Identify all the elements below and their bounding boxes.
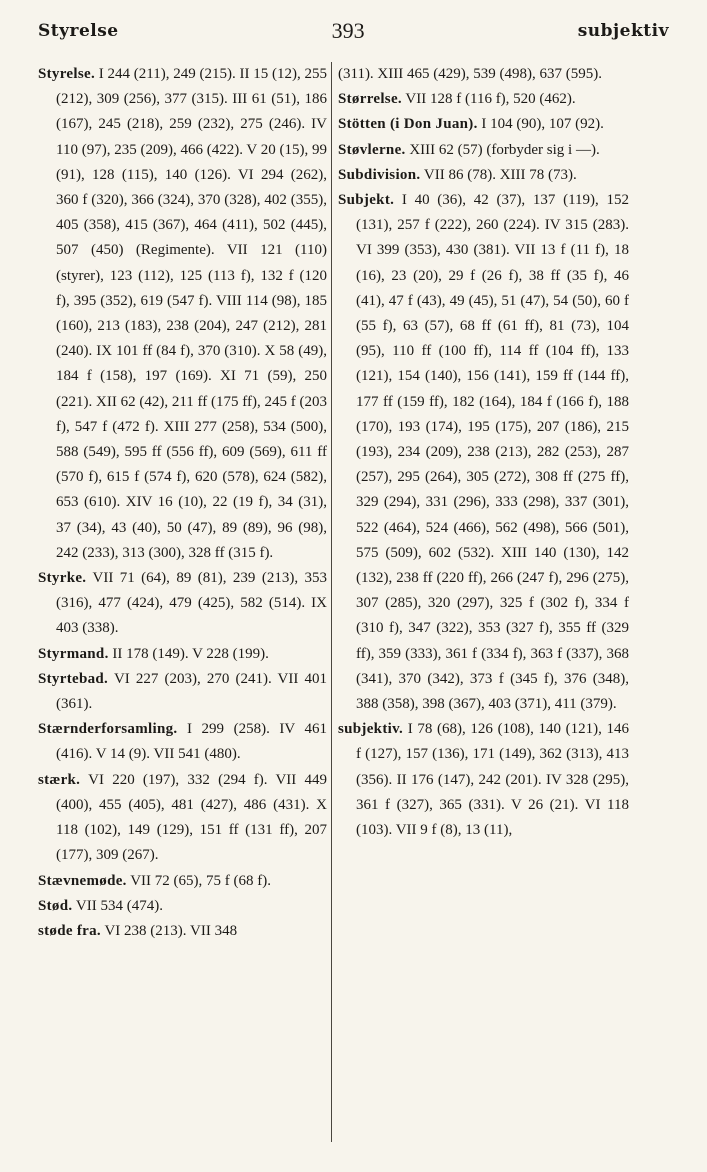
entry-references: I 78 (68), 126 (108), 140 (121), 146 f (127), 157 (136), 171 (149), 362 (313), 413 (356). II 176 (147), 242 (201). IV 328 (295), 361 f (327), 365 (331). V 26 (21). VI 118 (103). VII 9 f (8), 13 (11),	[356, 721, 629, 839]
entry-references: I 299 (258). IV 461 (416). V 14 (9). VII 541 (480).	[56, 721, 327, 763]
left-column	[38, 62, 327, 1152]
index-entry	[38, 62, 327, 566]
entry-headword: Stærnderforsamling.	[38, 721, 178, 738]
index-entry	[38, 642, 327, 667]
entry-headword: Subjekt.	[338, 192, 395, 209]
index-entry	[38, 768, 327, 869]
entry-headword: Størrelse.	[338, 91, 402, 108]
index-entry	[38, 919, 327, 944]
entry-headword: Stød.	[38, 897, 73, 914]
entry-headword: stærk.	[38, 771, 81, 788]
index-entry	[38, 667, 327, 717]
entry-references: VII 128 f (116 f), 520 (462).	[401, 91, 576, 108]
entry-references: XIII 62 (57) (forbyder sig i —).	[405, 141, 600, 158]
entry-references: I 104 (90), 107 (92).	[477, 116, 604, 133]
entry-references: VI 238 (213). VII 348	[101, 922, 238, 939]
running-header	[38, 14, 669, 48]
index-entry	[338, 87, 629, 112]
column-divider	[331, 62, 332, 1142]
index-entry	[38, 566, 327, 642]
index-entry	[338, 138, 629, 163]
entry-headword: Subdivision.	[338, 166, 421, 183]
entry-references: VII 72 (65), 75 f (68 f).	[126, 872, 271, 889]
index-entry	[38, 869, 327, 894]
header-right-keyword: subjektiv	[577, 21, 669, 41]
page-number: 393	[331, 18, 365, 43]
right-column	[338, 62, 629, 1152]
entry-references: I 40 (36), 42 (37), 137 (119), 152 (131), 257 f (222), 260 (224). IV 315 (283). VI 399 (353), 430 (381). VII 13 f (11 f), 18 (16), 23 (20), 29 f (26 f), 38 ff (35 f), 46 (41), 47 f (43), 49 (45), 51 (47), 54 (50), 60 f (55 f), 63 (57), 68 ff (61 ff), 81 (73), 104 (95), 110 ff (100 ff), 114 ff (104 ff), 133 (121), 154 (140), 156 (141), 159 ff (144 ff), 177 ff (159 ff), 182 (164), 184 f (166 f), 188 (170), 193 (174), 195 (175), 207 (186), 215 (193), 234 (209), 238 (213), 282 (253), 287 (257), 295 (264), 305 (272), 308 ff (275 ff), 329 (294), 331 (296), 333 (298), 337 (301), 522 (464), 524 (466), 562 (498), 566 (501), 575 (509), 602 (532). XIII 140 (130), 142 (132), 238 ff (220 ff), 266 (247 f), 296 (275), 307 (285), 320 (297), 325 f (302 f), 334 f (310 f), 347 (322), 353 (327 f), 355 ff (329 ff), 359 (333), 361 f (334 f), 363 f (337), 368 (341), 370 (342), 373 f (345 f), 376 (348), 388 (358), 398 (367), 403 (371), 411 (379).	[356, 192, 629, 713]
header-left-keyword: Styrelse	[38, 21, 119, 41]
entry-headword: Styrmand.	[38, 645, 109, 662]
entry-headword: Styrelse.	[38, 66, 95, 82]
continued-entry: (311). XIII 465 (429), 539 (498), 637 (595).	[338, 66, 602, 82]
index-entry	[338, 717, 629, 843]
index-entry	[38, 717, 327, 767]
entry-references: VI 220 (197), 332 (294 f). VII 449 (400), 455 (405), 481 (427), 486 (431). X 118 (102), 149 (129), 151 ff (131 ff), 207 (177), 309 (267).	[56, 771, 327, 864]
entry-references: VI 227 (203), 270 (241). VII 401 (361).	[56, 670, 327, 713]
entry-headword: Stævnemøde.	[38, 872, 127, 889]
entry-references: VII 534 (474).	[72, 897, 163, 914]
entry-headword: Styrtebad.	[38, 670, 109, 687]
entry-headword: Stötten (i Don Juan).	[338, 116, 478, 133]
index-entry	[38, 894, 327, 919]
index-entry	[338, 112, 629, 137]
entry-headword: Styrke.	[38, 570, 87, 587]
entry-headword: støde fra.	[38, 922, 101, 939]
index-entry	[338, 163, 629, 188]
entry-references: II 178 (149). V 228 (199).	[108, 645, 269, 662]
entry-headword: subjektiv.	[338, 721, 404, 738]
entry-references: VII 86 (78). XIII 78 (73).	[420, 166, 577, 183]
entry-references: I 244 (211), 249 (215). II 15 (12), 255 (212), 309 (256), 377 (315). III 61 (51), 186 (167), 245 (218), 259 (232), 275 (246). IV 110 (97), 235 (209), 466 (422). V 20 (15), 99 (91), 128 (115), 140 (126). VI 294 (262), 360 f (320), 366 (324), 370 (328), 402 (355), 405 (358), 415 (367), 464 (411), 502 (445), 507 (450) (Regimente). VII 121 (110) (styrer), 123 (112), 125 (113 f), 132 f (120 f), 395 (352), 619 (547 f). VIII 114 (98), 185 (160), 213 (183), 238 (204), 247 (212), 281 (240). IX 101 ff (84 f), 370 (310). X 58 (49), 184 f (158), 197 (169). XI 71 (59), 250 (221). XII 62 (42), 211 ff (175 ff), 245 f (203 f), 547 f (472 f). XIII 277 (258), 534 (500), 588 (549), 595 ff (556 ff), 609 (569), 611 ff (570 f), 615 f (574 f), 620 (578), 624 (582), 653 (610). XIV 16 (10), 22 (19 f), 34 (31), 37 (34), 43 (40), 50 (47), 89 (89), 96 (98), 242 (233), 313 (300), 328 ff (315 f).	[56, 66, 327, 561]
index-entry	[338, 188, 629, 717]
entry-headword: Støvlerne.	[338, 141, 406, 158]
entry-references: VII 71 (64), 89 (81), 239 (213), 353 (316), 477 (424), 479 (425), 582 (514). IX 403 (338).	[56, 570, 327, 637]
